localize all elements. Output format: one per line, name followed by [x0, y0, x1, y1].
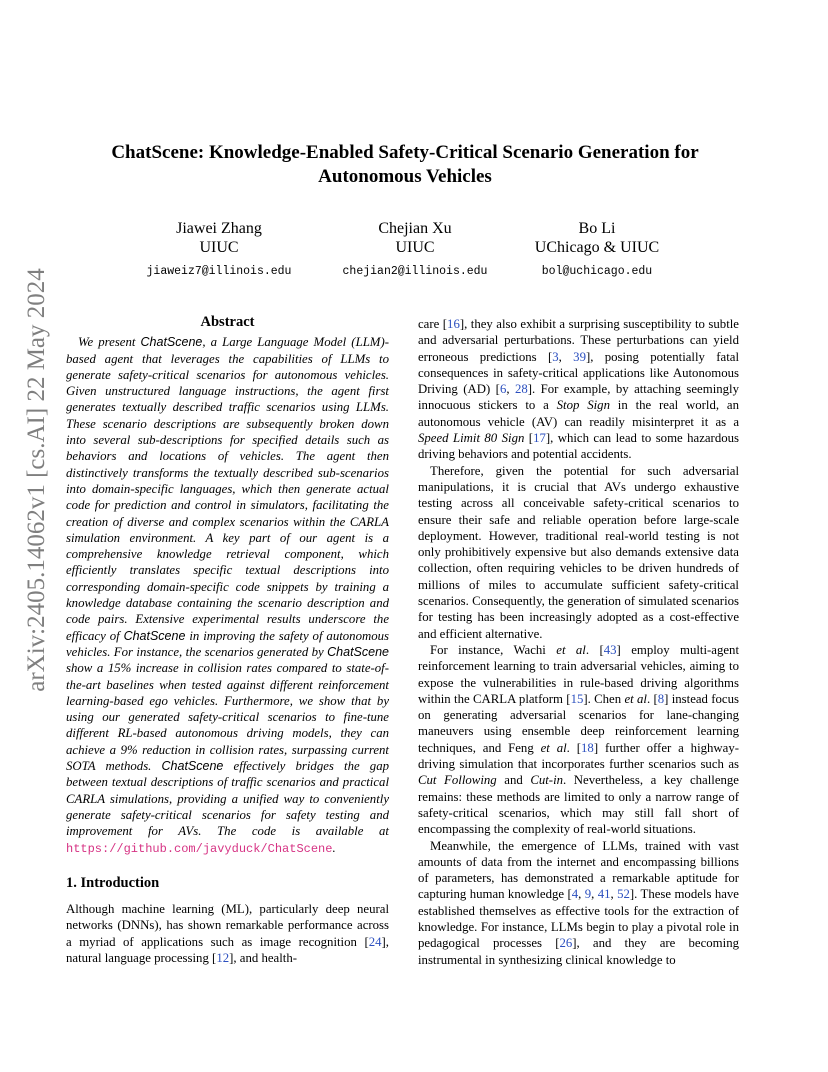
- citation-link[interactable]: 3: [552, 349, 559, 364]
- system-name: ChatScene: [327, 644, 389, 659]
- citation-link[interactable]: 39: [573, 349, 586, 364]
- citation-link[interactable]: 6: [499, 382, 507, 397]
- right-column: [418, 316, 739, 968]
- author-affiliation: UIUC: [395, 239, 435, 256]
- paper-title: ChatScene: Knowledge-Enabled Safety-Critical Scenario Generation for Autonomous Vehicles: [111, 142, 699, 187]
- citation-link[interactable]: 9: [584, 887, 592, 902]
- citation-link[interactable]: 8: [657, 691, 665, 706]
- author-3: [482, 219, 712, 278]
- citation-link[interactable]: 18: [581, 740, 594, 755]
- system-name: ChatScene: [161, 759, 224, 774]
- intro-paragraph: Therefore, given the potential for such adversarial manipulations, it is crucial that AVs undergo exhaustive testing across all conceivable safety-critical scenarios to ensure their safe and reliable operation before large-scale deployment. However, traditional real-world testing is not only prohibitively expensive but also demands extensive data collection, often requiring vehicles to be driven hundreds of millions of miles to accumulate sufficient safety-critical scenarios. Consequently, the generation of simulated scenarios for testing has been increasingly adopted as a cost-effective and efficient alternative.: [418, 463, 739, 641]
- author-name: Jiawei Zhang: [176, 220, 262, 237]
- citation-link[interactable]: 4: [571, 887, 579, 902]
- section-heading-introduction: 1. Introduction: [66, 874, 160, 891]
- citation-link[interactable]: 16: [447, 317, 460, 331]
- system-name: ChatScene: [123, 628, 186, 643]
- citation-link[interactable]: 17: [533, 431, 546, 446]
- author-email[interactable]: chejian2@illinois.edu: [342, 265, 488, 278]
- intro-paragraph: Although machine learning (ML), particularly deep neural networks (DNNs), has shown remarkable performance across a myriad of applications such as image recognition [24], natural language processing [12], and health-: [66, 902, 389, 965]
- code-url-link[interactable]: https://github.com/javyduck/ChatScene: [66, 841, 333, 856]
- intro-paragraph: Meanwhile, the emergence of LLMs, trained with vast amounts of data from the internet and encompassing billions of parameters, has demonstrated a remarkable aptitude for capturing human knowledge [4, 9, 41, 52]. These models have established themselves as effective tools for the extraction of knowledge. For instance, LLMs begin to play a pivotal role in pedagogical processes [26], and they are becoming instrumental in synthesizing clinical knowledge to: [418, 838, 739, 967]
- author-name: Bo Li: [578, 220, 616, 237]
- author-affiliation: UChicago & UIUC: [534, 239, 660, 256]
- citation-link[interactable]: 26: [559, 936, 573, 951]
- arxiv-side-stamp: arXiv:2405.14062v1 [cs.AI] 22 May 2024: [23, 268, 50, 692]
- citation-link[interactable]: 43: [603, 642, 617, 657]
- citation-link[interactable]: 12: [216, 950, 230, 965]
- intro-paragraph: care [16], they also exhibit a surprising susceptibility to subtle and adversarial perturbations. These perturbations can yield erroneous predictions [3, 39], posing potentially fatal consequences in safety-critical applications like Autonomous Driving (AD) [6, 28]. For example, by attaching seemingly innocuous stickers to a Stop Sign in the real world, an autonomous vehicle (AV) can readily misinterpret it as a Speed Limit 80 Sign [17], which can lead to some hazardous driving behaviors and potential accidents.: [418, 317, 740, 462]
- citation-link[interactable]: 15: [570, 691, 584, 706]
- system-name: ChatScene: [140, 335, 203, 350]
- left-column: [66, 314, 389, 966]
- intro-paragraph: For instance, Wachi et al. [43] employ multi-agent reinforcement learning to train adversarial vehicles, aiming to expose the vulnerabilities in rule-based driving algorithms within the CARLA platform [15]. Chen et al. [8] instead focus on generating adversarial scenarios for lane-changing maneuvers using ensemble deep reinforcement learning techniques, and Feng et al. [18] further offer a highway-driving simulation that incorporates further scenarios such as Cut Following and Cut-in. Nevertheless, a key challenge remains: these methods are limited to only a narrow range of safety-critical scenarios, which may still fall short of encompassing the complexity of real-world situations.: [418, 642, 740, 837]
- author-email[interactable]: bol@uchicago.edu: [541, 265, 653, 278]
- author-name: Chejian Xu: [378, 220, 452, 237]
- abstract-text: We present ChatScene, a Large Language Model (LLM)-based agent that leverages the capabilities of LLMs to generate safety-critical scenarios for autonomous vehicles. Given unstructured language instructions, the agent first generates textually described traffic scenarios using LLMs. These scenario descriptions are subsequently broken down into several sub-descriptions for specified details such as behaviors and locations of vehicles. The agent then distinctively transforms the textually described sub-scenarios into domain-specific languages, which then generate actual code for prediction and control in simulators, facilitating the creation of diverse and complex scenarios within the CARLA simulation environment. A key part of our agent is a comprehensive knowledge retrieval component, which efficiently translates specific textual descriptions into corresponding domain-specific code snippets by training a knowledge database containing the scenario description and code pairs. Extensive experimental results underscore the efficacy of ChatScene in improving the safety of autonomous vehicles. For instance, the scenarios generated by ChatScene show a 15% increase in collision rates compared to state-of-the-art baselines when tested against different reinforcement learning-based ego vehicles. Furthermore, we show that by using our generated safety-critical scenarios to fine-tune different RL-based autonomous driving models, they can achieve a 9% reduction in collision rates, surpassing current SOTA methods. ChatScene effectively bridges the gap between textual descriptions of traffic scenarios and practical CARLA simulations, providing a unified way to conveniently generate safety-critical scenarios for safety testing and improvement for AVs. The code is available at https://github.com/javyduck/ChatScene.: [66, 335, 389, 856]
- citation-link[interactable]: 28: [514, 382, 528, 397]
- citation-link[interactable]: 52: [617, 887, 630, 902]
- citation-link[interactable]: 41: [597, 887, 611, 902]
- abstract-heading: Abstract: [200, 314, 255, 330]
- author-email[interactable]: jiaweiz7@illinois.edu: [146, 265, 292, 278]
- citation-link[interactable]: 24: [368, 934, 382, 949]
- author-affiliation: UIUC: [199, 239, 239, 256]
